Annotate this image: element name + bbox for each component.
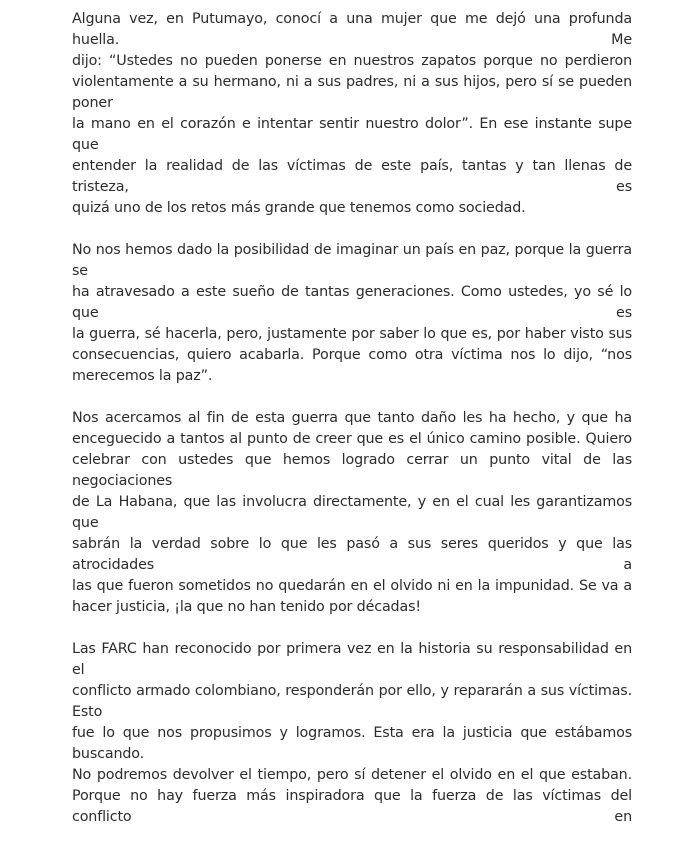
paragraph-3-line-3: celebrar con ustedes que hemos logrado cerrar un punto vital de las negociaciones [72,452,632,489]
paragraph-2-line-5: merecemos la paz”. [72,368,213,384]
paragraph-3-line-4: de La Habana, que las involucra directamente, y en el cual les garantizamos que [72,494,632,531]
paragraph-4-line-4: No podremos devolver el tiempo, pero sí detener el olvido en el que estaban. [72,767,632,783]
paragraph-4-line-1: Las FARC han reconocido por primera vez en la historia su responsabilidad en el [72,641,632,678]
paragraph-1-line-3: violentamente a su hermano, ni a sus padres, ni a sus hijos, pero sí se pueden poner [72,74,632,111]
paragraph-3-line-1: Nos acercamos al fin de esta guerra que tanto daño les ha hecho, y que ha [72,410,632,426]
paragraph-3-line-2: enceguecido a tantos al punto de creer que es el único camino posible. Quiero [72,431,632,447]
paragraph-1 [72,9,632,219]
paragraph-4-line-3: fue lo que nos propusimos y logramos. Esta era la justicia que estábamos buscando. [72,725,632,762]
paragraph-3-line-7: hacer justicia, ¡la que no han tenido por décadas! [72,599,421,615]
paragraph-2-line-2: ha atravesado a este sueño de tantas generaciones. Como ustedes, yo sé lo que es [72,284,632,321]
paragraph-2 [72,240,632,387]
paragraph-3-line-6: las que fueron sometidos no quedarán en el olvido ni en la impunidad. Se va a [72,578,632,594]
paragraph-4 [72,639,632,828]
paragraph-1-line-6: quizá uno de los retos más grande que tenemos como sociedad. [72,200,526,216]
paragraph-2-line-4: consecuencias, quiero acabarla. Porque como otra víctima nos lo dijo, “nos [72,347,632,363]
paragraph-1-line-5: entender la realidad de las víctimas de este país, tantas y tan llenas de tristeza, es [72,158,632,195]
paragraph-1-line-2: dijo: “Ustedes no pueden ponerse en nuestros zapatos porque no perdieron [72,53,632,69]
paragraph-2-line-3: la guerra, sé hacerla, pero, justamente por saber lo que es, por haber visto sus [72,326,632,342]
paragraph-1-line-4: la mano en el corazón e intentar sentir nuestro dolor”. En ese instante supe que [72,116,632,153]
paragraph-2-line-1: No nos hemos dado la posibilidad de imaginar un país en paz, porque la guerra se [72,242,632,279]
paragraph-3-line-5: sabrán la verdad sobre lo que les pasó a sus seres queridos y que las atrocidades a [72,536,632,573]
paragraph-4-line-5: Porque no hay fuerza más inspiradora que la fuerza de las víctimas del conflicto en [72,788,632,825]
paragraph-4-line-2: conflicto armado colombiano, responderán por ello, y repararán a sus víctimas. Esto [72,683,632,720]
letter-text-body [72,9,632,849]
paragraph-3 [72,408,632,618]
paragraph-1-line-1: Alguna vez, en Putumayo, conocí a una mujer que me dejó una profunda huella. Me [72,11,632,48]
